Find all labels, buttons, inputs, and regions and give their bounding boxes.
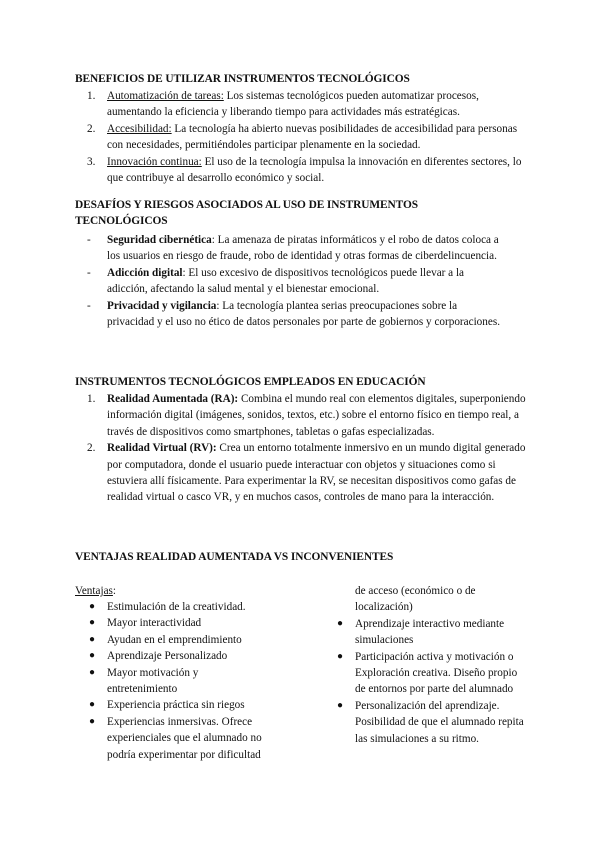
list-number: 3.: [87, 155, 96, 168]
bullet-icon: ●: [89, 715, 96, 727]
item-text: La tecnología ha abierto nuevas posibilidades de accesibilidad para personas con necesidades, permitiéndoles participar plenamente en la sociedad.: [107, 122, 518, 152]
item-term: Realidad Aumentada (RA):: [107, 393, 239, 405]
list-number: 2.: [87, 122, 96, 135]
list-number: 1.: [87, 393, 96, 405]
advantages-list-right: [337, 583, 530, 747]
list-item: ● Estimulación de la creatividad.: [107, 599, 307, 615]
item-term: Seguridad cibernética: [107, 234, 212, 246]
list-item: ● Aprendizaje interactivo mediante simulaciones: [337, 617, 505, 647]
item-text: : La tecnología plantea serias preocupaciones sobre la privacidad y el uso no ético de datos personales por parte de gobiernos y corporaciones.: [107, 299, 500, 329]
item-term: Innovación continua:: [107, 155, 202, 168]
list-item: ● Experiencia práctica sin riegos: [107, 697, 307, 713]
bullet-icon: ●: [337, 650, 344, 662]
list-dash: -: [87, 299, 91, 312]
list-item: ● Aprendizaje Personalizado: [107, 648, 307, 664]
item-text: Los sistemas tecnológicos pueden automatizar procesos, aumentando la eficiencia y liberando tiempo para actividades más estratégicas.: [107, 90, 479, 119]
list-item: [87, 265, 502, 298]
item-text: : El uso excesivo de dispositivos tecnológicos puede llevar a la adicción, afectando la salud mental y el bienestar emocional.: [107, 266, 465, 296]
item-text: El uso de la tecnología impulsa la innovación en diferentes sectores, lo que contribuye al desarrollo económico y social.: [107, 155, 522, 185]
list-item: [87, 121, 527, 154]
section-heading-education: INSTRUMENTOS TECNOLÓGICOS EMPLEADOS EN EDUCACIÓN: [75, 376, 426, 388]
bullet-icon: ●: [89, 699, 96, 711]
list-number: 2.: [87, 442, 96, 455]
list-item: [87, 440, 527, 506]
list-item: ● Personalización del aprendizaje. Posibilidad de que el alumnado repita las simulaciones a su ritmo.: [337, 699, 524, 745]
item-term: Accesibilidad:: [107, 122, 172, 135]
education-list: [87, 391, 527, 506]
list-item: ● Participación activa y motivación o Exploración creativa. Diseño propio de entornos por parte del alumnado: [337, 650, 518, 696]
item-term: Automatización de tareas:: [107, 90, 224, 102]
list-item-continuation: de acceso (económico o de localización): [355, 585, 476, 614]
item-text: Crea un entorno totalmente inmersivo en un mundo digital generado por computadora, donde el usuario puede interactuar con objetos y situaciones como si estuviera allí físicamente. Para experimentar la RV, se necesitan dispositivos como gafas de realidad virtual o casco VR, y en muchos casos, controles de mano para la interacción.: [107, 442, 526, 504]
list-item: [87, 298, 502, 331]
item-term: Privacidad y vigilancia: [107, 299, 217, 312]
ventajas-label: Ventajas:: [75, 585, 117, 597]
left-column: [75, 583, 305, 599]
list-item: [87, 154, 527, 187]
advantages-list-left: [89, 599, 307, 763]
bullet-icon: ●: [337, 617, 344, 629]
bullet-icon: ●: [89, 601, 96, 612]
list-item: ● Mayor motivación y entretenimiento: [89, 666, 199, 696]
bullet-icon: ●: [89, 666, 96, 678]
item-term: Adicción digital: [107, 266, 183, 279]
list-item: ● Experiencias inmersivas. Ofrece experienciales que el alumnado no podría experimentar por dificultad: [89, 715, 262, 761]
item-term: Realidad Virtual (RV):: [107, 442, 217, 455]
bullet-icon: ●: [89, 617, 96, 629]
list-dash: -: [87, 266, 91, 279]
list-item: [87, 391, 527, 440]
item-text: Combina el mundo real con elementos digitales, superponiendo información digital (imágenes, sonidos, textos, etc.) sobre el entorno físico en tiempo real, a través de dispositivos como smartphones, tabletas o gafas especializadas.: [107, 393, 526, 438]
item-text: : La amenaza de piratas informáticos y el robo de datos coloca a los usuarios en riesgo de fraude, robo de identidad y otras formas de ciberdelincuencia.: [107, 234, 499, 263]
risks-list: [87, 232, 502, 330]
list-item: [87, 88, 527, 121]
section-heading-benefits: BENEFICIOS DE UTILIZAR INSTRUMENTOS TECNOLÓGICOS: [75, 73, 410, 85]
list-item: ● Ayudan en el emprendimiento: [107, 632, 307, 648]
list-item: ● Mayor interactividad: [107, 615, 307, 631]
list-item: [87, 232, 502, 265]
benefits-list: [87, 88, 527, 186]
bullet-icon: ●: [337, 699, 344, 711]
bullet-icon: ●: [89, 633, 96, 645]
list-number: 1.: [87, 90, 96, 102]
bullet-icon: ●: [89, 650, 96, 662]
list-dash: -: [87, 234, 91, 246]
section-heading-advantages: VENTAJAS REALIDAD AUMENTADA VS INCONVENIENTES: [75, 551, 394, 563]
section-heading-risks: DESAFÍOS Y RIESGOS ASOCIADOS AL USO DE INSTRUMENTOS TECNOLÓGICOS: [75, 199, 418, 228]
